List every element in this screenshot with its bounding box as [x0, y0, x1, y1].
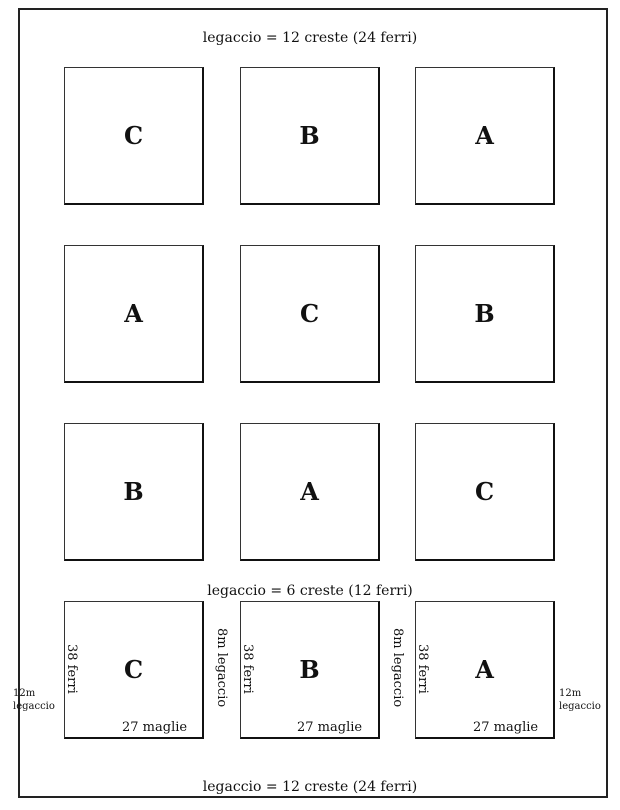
- square-letter: A: [475, 121, 494, 150]
- side-label-left: [13, 687, 55, 713]
- gap-label: 8m legaccio: [214, 628, 229, 708]
- square-r2-c1: [64, 245, 204, 383]
- square-letter: C: [299, 299, 320, 328]
- gap-label: 8m legaccio: [390, 628, 405, 708]
- middle-caption: legaccio = 6 creste (12 ferri): [207, 583, 413, 599]
- stitches-label: 27 maglie: [473, 720, 539, 735]
- stitches-label: 27 maglie: [122, 720, 188, 735]
- square-r3-c1: [64, 423, 204, 561]
- square-r1-c2: [240, 67, 380, 205]
- square-letter: C: [474, 477, 495, 506]
- stitches-label: 27 maglie: [297, 720, 363, 735]
- side-label-line1: 12m: [559, 688, 582, 699]
- side-label-line1: 12m: [13, 688, 36, 699]
- bottom-caption: legaccio = 12 creste (24 ferri): [202, 779, 418, 795]
- top-caption: legaccio = 12 creste (24 ferri): [202, 30, 418, 46]
- square-letter: B: [474, 299, 495, 328]
- square-r1-c3: [415, 67, 555, 205]
- side-label-line2: legaccio: [13, 701, 55, 712]
- square-r4-c3: [415, 601, 555, 739]
- square-r1-c1: [64, 67, 204, 205]
- square-r3-c3: [415, 423, 555, 561]
- square-letter: A: [300, 477, 319, 506]
- square-letter: B: [299, 121, 320, 150]
- square-r3-c2: [240, 423, 380, 561]
- square-letter: B: [123, 477, 144, 506]
- square-letter: A: [475, 655, 494, 684]
- square-r4-c1: [64, 601, 204, 739]
- square-r2-c2: [240, 245, 380, 383]
- square-letter: A: [124, 299, 143, 328]
- side-label-right: [559, 687, 601, 713]
- side-label-line2: legaccio: [559, 701, 601, 712]
- square-letter: B: [299, 655, 320, 684]
- square-r4-c2: [240, 601, 380, 739]
- square-letter: C: [123, 121, 144, 150]
- square-r2-c3: [415, 245, 555, 383]
- rows-label: 38 ferri: [415, 644, 430, 694]
- square-letter: C: [123, 655, 144, 684]
- rows-label: 38 ferri: [64, 644, 79, 694]
- rows-label: 38 ferri: [240, 644, 255, 694]
